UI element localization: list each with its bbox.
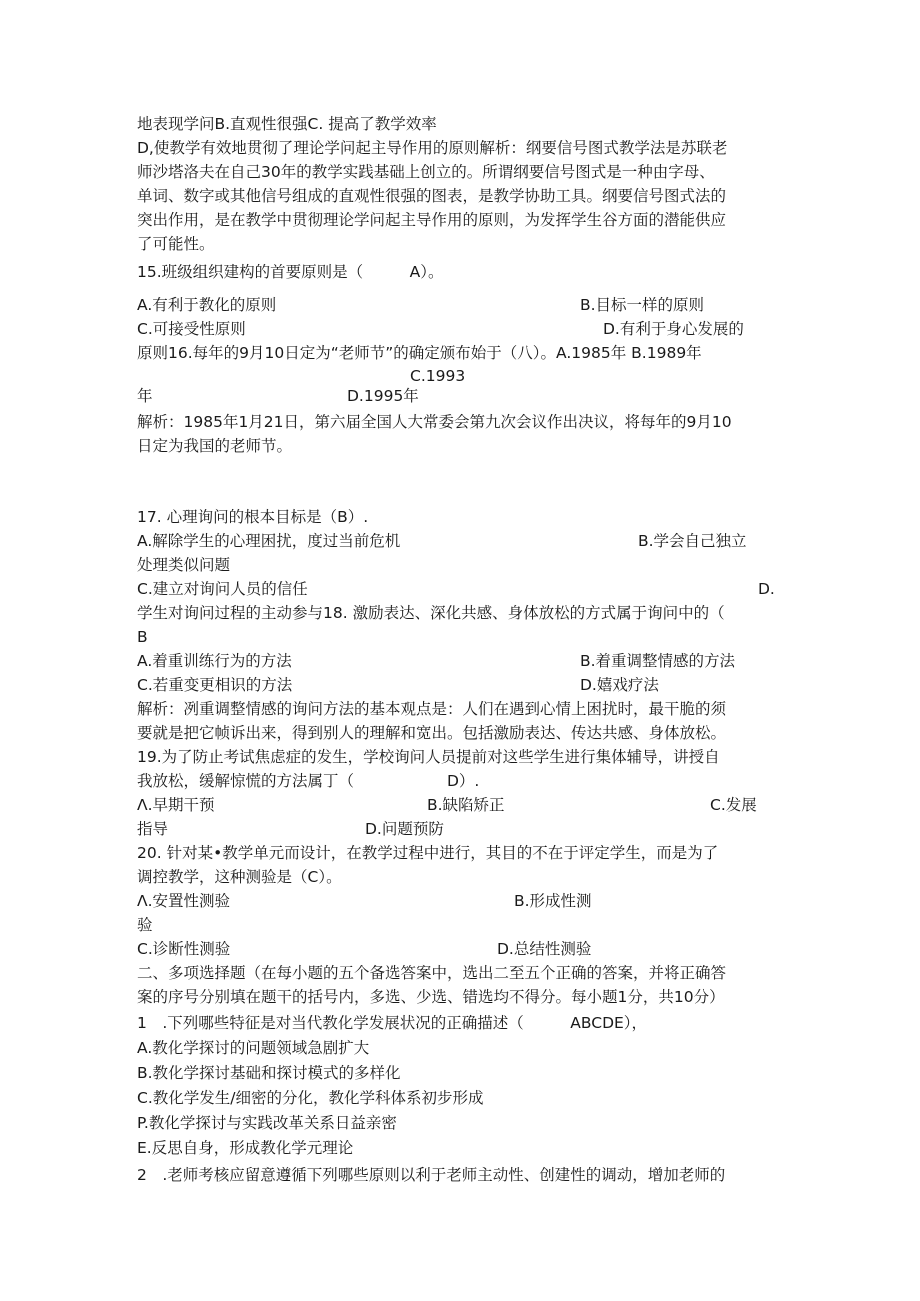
multi-option-a: A.教化学探讨的问题领域急剧扩大: [137, 1039, 370, 1057]
multi-option-b: B.教化学探讨基础和探讨模式的多样化: [137, 1064, 401, 1082]
option-15-a: A.有利于教化的原则: [137, 296, 277, 314]
option-16-c: C.1993: [410, 367, 466, 385]
option-15-d: D.有利于身心发展的: [603, 320, 744, 338]
option-20-b: B.形成性测: [514, 892, 592, 910]
text-line: D,使教学有效地贯彻了理论学问起主导作用的原则解析：纲要信号图式教学法是苏联老: [137, 139, 728, 157]
text-line: 指导: [137, 820, 169, 838]
option-20-a: Λ.安置性测验: [137, 892, 231, 910]
text-line: 要就是把它帧诉出来，得到别人的理解和宽出。包括激励表达、传达共感、身体放松。: [137, 724, 727, 742]
text-line: 我放松，缓解惊慌的方法属丁（ D）.: [137, 772, 480, 790]
question-20: 20. 针对某•教学单元而设计，在教学过程中进行，其目的不在于评定学生，而是为了: [137, 844, 719, 862]
option-20-d: D.总结性测验: [497, 940, 592, 958]
question-15: 15.班级组织建构的首要原则是（ A）。: [137, 263, 444, 281]
option-17-b: B.学会自己独立: [638, 532, 747, 550]
multi-option-c: C.教化学发生/细密的分化，教化学科体系初步形成: [137, 1089, 484, 1107]
text-line: 验: [137, 916, 153, 934]
text-line: 师沙塔洛夫在自己30年的教学实践基础上创立的。所谓纲要信号图式是一种由字母、: [137, 163, 715, 181]
text-line: 案的序号分别填在题干的括号内，多选、少选、错选均不得分。每小题1分，共10分）: [137, 988, 725, 1006]
text-line: 处理类似问题: [137, 556, 231, 574]
option-18-c: C.若重变更相识的方法: [137, 676, 293, 694]
multi-question-1: 1 .下列哪些特征是对当代教化学发展状况的正确描述（ ABCDE），: [137, 1014, 648, 1032]
text-line: 地表现学问B.直观性很强C. 提高了教学效率: [137, 115, 437, 133]
option-19-a: Λ.早期干预: [137, 796, 215, 814]
text-line: 调控教学，这种测验是（C）。: [137, 868, 342, 886]
section-heading: 二、多项选择题（在每小题的五个备选答案中，选出二至五个正确的答案，并将正确答: [137, 964, 727, 982]
option-17-a: A.解除学生的心理困扰，度过当前危机: [137, 532, 401, 550]
question-19: 19.为了防止考试焦虑症的发生，学校询问人员提前对这些学生进行集体辅导，讲授自: [137, 748, 720, 766]
multi-option-e: E.反思自身，形成教化学元理论: [137, 1139, 354, 1157]
question-18: 学生对询问过程的主动参与18. 激励表达、深化共感、身体放松的方式属于询问中的（: [137, 604, 725, 622]
analysis-16: 解析：1985年1月21日，第六届全国人大常委会第九次会议作出决议，将每年的9月10: [137, 413, 732, 431]
option-19-c: C.发展: [710, 796, 757, 814]
text-line: 单词、数字或其他信号组成的直观性很强的图表，是教学协助工具。纲要信号图式法的: [137, 187, 727, 205]
multi-question-2: 2 .老师考核应留意遵循下列哪些原则以利于老师主动性、创建性的调动，增加老师的: [137, 1166, 726, 1184]
option-16-d: D.1995年: [347, 387, 419, 405]
text-line: 日定为我国的老师节。: [137, 437, 293, 455]
option-18-d: D.嬉戏疗法: [580, 676, 659, 694]
option-19-d: D.问题预防: [365, 820, 444, 838]
option-17-c: C.建立对询问人员的信任: [137, 580, 308, 598]
analysis-18: 解析：冽重调整情感的询问方法的基本观点是：人们在遇到心情上困扰时，最干脆的须: [137, 700, 727, 718]
answer-18: B: [137, 628, 148, 646]
text-line: 年: [137, 387, 153, 405]
text-line: 突出作用，是在教学中贯彻理论学问起主导作用的原则，为发挥学生谷方面的潜能供应: [137, 211, 727, 229]
option-18-a: A.着重训练行为的方法: [137, 652, 292, 670]
question-16: 原则16.每年的9月10日定为“老师节”的确定颁布始于（八）。A.1985年 B.1989年: [137, 344, 702, 362]
option-17-d: D.: [758, 580, 775, 598]
question-17: 17. 心理询问的根本目标是（B）.: [137, 508, 369, 526]
option-18-b: B.着重调整情感的方法: [580, 652, 736, 670]
option-15-b: B.目标一样的原则: [580, 296, 705, 314]
text-line: 了可能性。: [137, 235, 215, 253]
option-15-c: C.可接受性原则: [137, 320, 246, 338]
multi-option-d: P.教化学探讨与实践改革关系日益亲密: [137, 1114, 397, 1132]
option-20-c: C.诊断性测验: [137, 940, 231, 958]
option-19-b: B.缺陷矫正: [427, 796, 505, 814]
